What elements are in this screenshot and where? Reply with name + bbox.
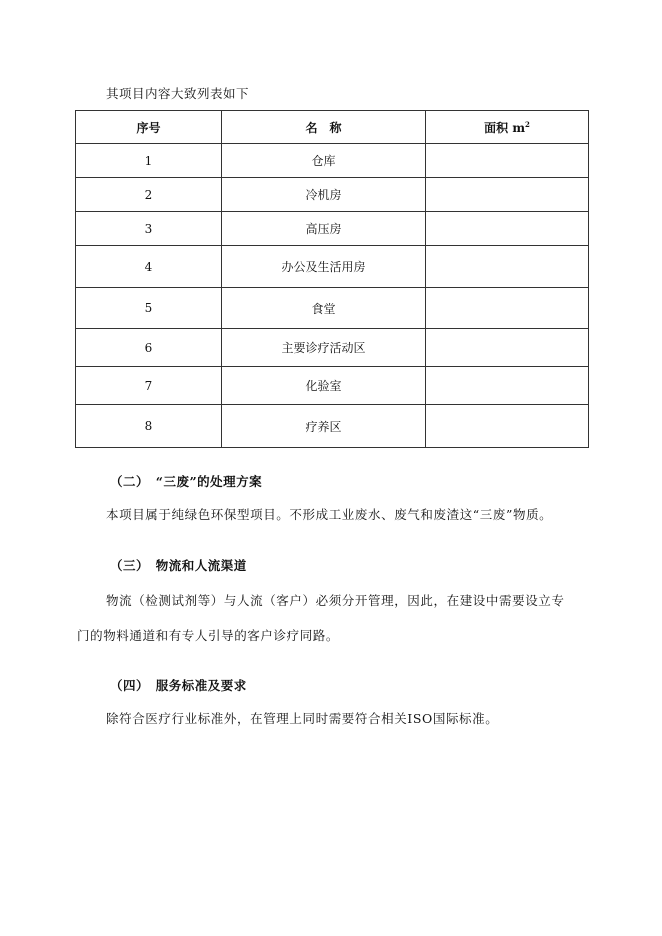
table-row — [76, 246, 589, 288]
header-name: 名 称 — [222, 111, 426, 144]
row-area — [426, 178, 589, 212]
row-area — [426, 367, 589, 405]
table-header-row — [76, 111, 589, 144]
header-area-unit: m — [512, 120, 526, 135]
row-index: 6 — [76, 329, 222, 367]
row-index: 2 — [76, 178, 222, 212]
table-row — [76, 178, 589, 212]
row-index: 8 — [76, 405, 222, 448]
row-name: 办公及生活用房 — [222, 246, 426, 288]
section-body-logistics-line2: 门的物料通道和有专人引导的客户诊疗同路。 — [77, 628, 340, 643]
row-name: 高压房 — [222, 212, 426, 246]
header-area — [426, 111, 589, 144]
row-area — [426, 212, 589, 246]
table-row — [76, 367, 589, 405]
area-table — [75, 110, 589, 448]
row-index: 1 — [76, 144, 222, 178]
header-area-unit-exponent: 2 — [525, 119, 530, 129]
table-row — [76, 405, 589, 448]
table-row — [76, 212, 589, 246]
section-body-waste: 本项目属于纯绿色环保型项目。不形成工业废水、废气和废渣这“三废”物质。 — [106, 507, 553, 522]
row-area — [426, 246, 589, 288]
section-body-logistics-line1: 物流（检测试剂等）与人流（客户）必须分开管理，因此，在建设中需要设立专 — [106, 593, 565, 608]
section-heading-waste: （二） “三废”的处理方案 — [110, 474, 263, 489]
row-name: 仓库 — [222, 144, 426, 178]
row-index: 7 — [76, 367, 222, 405]
row-name: 主要诊疗活动区 — [222, 329, 426, 367]
section-heading-logistics: （三） 物流和人流渠道 — [110, 558, 247, 573]
row-area — [426, 329, 589, 367]
row-name: 化验室 — [222, 367, 426, 405]
intro-text: 其项目内容大致列表如下 — [106, 86, 250, 101]
row-name: 食堂 — [222, 288, 426, 329]
row-area — [426, 405, 589, 448]
row-index: 3 — [76, 212, 222, 246]
row-index: 4 — [76, 246, 222, 288]
table-row — [76, 288, 589, 329]
section-heading-service: （四） 服务标准及要求 — [110, 678, 247, 693]
header-area-label: 面积 — [484, 120, 509, 135]
table-row — [76, 144, 589, 178]
row-name: 疗养区 — [222, 405, 426, 448]
row-area — [426, 288, 589, 329]
row-area — [426, 144, 589, 178]
row-name: 冷机房 — [222, 178, 426, 212]
header-index: 序号 — [76, 111, 222, 144]
row-index: 5 — [76, 288, 222, 329]
table-row — [76, 329, 589, 367]
section-body-service: 除符合医疗行业标准外，在管理上同时需要符合相关ISO国际标准。 — [106, 711, 499, 726]
